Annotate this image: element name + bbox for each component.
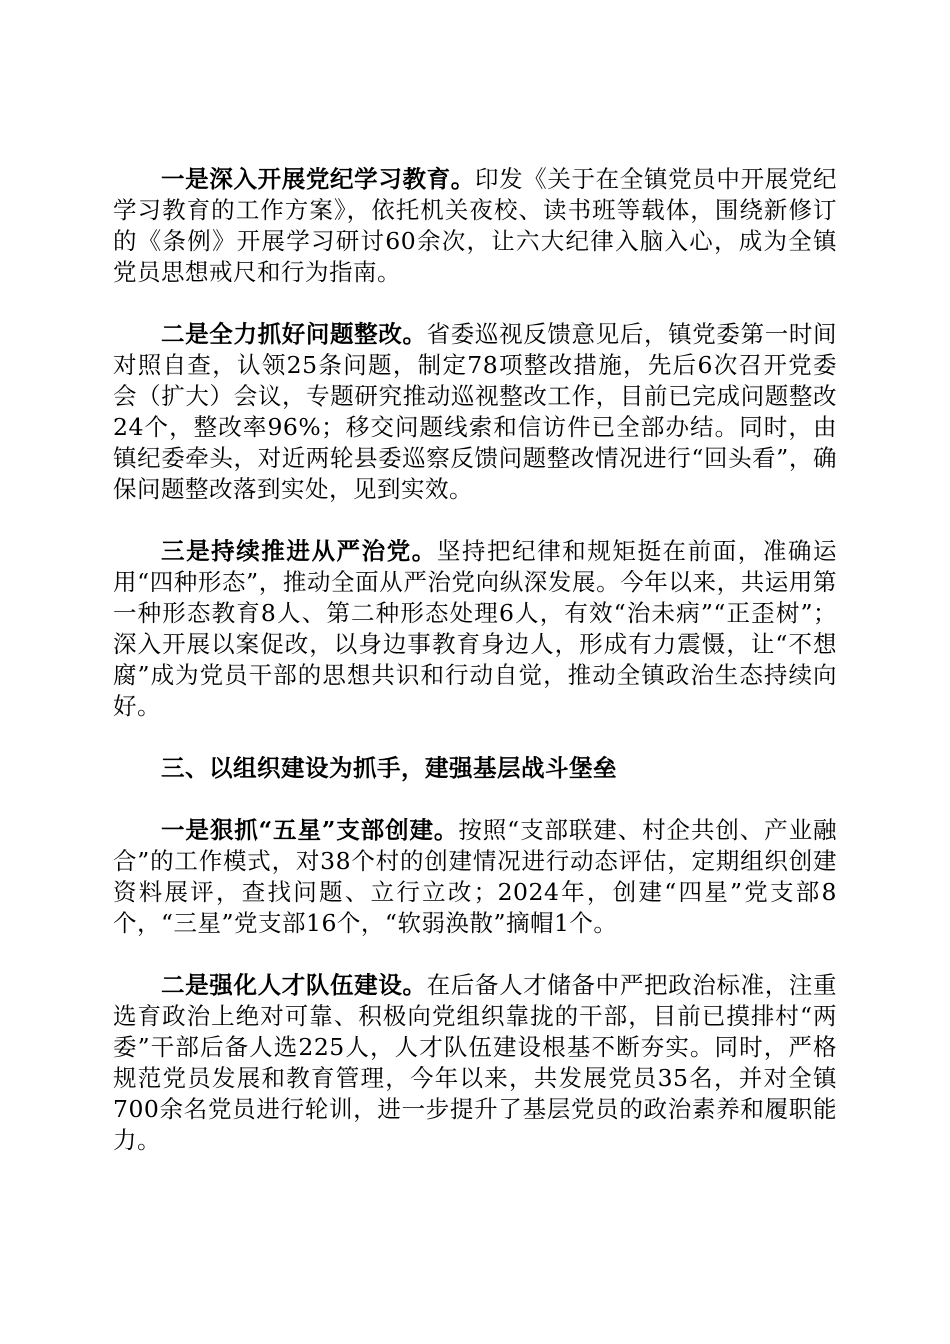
paragraph-strict-governance <box>113 536 837 722</box>
paragraph-lead: 三是持续推进从严治党。 <box>161 537 437 565</box>
paragraph-lead: 一是狠抓“五星”支部创建。 <box>161 816 459 844</box>
paragraph-party-discipline-education <box>113 164 837 288</box>
paragraph-body: 印发《关于在全镇党员中开展党纪学习教育的工作方案》，依托机关夜校、读书班等载体，围绕新修订的《条例》开展学习研讨60余次，让六大纪律入脑入心，成为全镇党员思想戒尺和行为指南。 <box>113 165 838 286</box>
section-heading: 三、以组织建设为抓手，建强基层战斗堡垒 <box>161 754 617 782</box>
paragraph-body: 坚持把纪律和规矩挺在前面，准确运用“四种形态”，推动全面从严治党向纵深发展。今年以来，共运用第一种形态教育8人、第二种形态处理6人，有效“治未病”“正歪树”；深入开展以案促改，以身边事教育身边人，形成有力震慑，让“不想腐”成为党员干部的思想共识和行动自觉，推动全镇政治生态持续向好。 <box>113 537 838 720</box>
paragraph-problem-rectification <box>113 319 837 505</box>
paragraph-lead: 二是全力抓好问题整改。 <box>161 320 427 348</box>
paragraph-lead: 二是强化人才队伍建设。 <box>161 971 427 999</box>
document-page <box>113 164 837 1156</box>
paragraph-body: 按照“支部联建、村企共创、产业融合”的工作模式，对38个村的创建情况进行动态评估，定期组织创建资料展评，查找问题、立行立改；2024年，创建“四星”党支部8个，“三星”党支部16个，“软弱涣散”摘帽1个。 <box>113 816 838 937</box>
paragraph-five-star-branch <box>113 815 837 939</box>
paragraph-body: 省委巡视反馈意见后，镇党委第一时间对照自查，认领25条问题，制定78项整改措施，先后6次召开党委会（扩大）会议，专题研究推动巡视整改工作，目前已完成问题整改24个，整改率96%；移交问题线索和信访件已全部办结。同时，由镇纪委牵头，对近两轮县委巡察反馈问题整改情况进行“回头看”，确保问题整改落到实处，见到实效。 <box>113 320 838 503</box>
paragraph-lead: 一是深入开展党纪学习教育。 <box>161 165 475 193</box>
paragraph-talent-team <box>113 970 837 1156</box>
paragraph-body: 在后备人才储备中严把政治标准，注重选育政治上绝对可靠、积极向党组织靠拢的干部，目前已摸排村“两委”干部后备人选225人，人才队伍建设根基不断夯实。同时，严格规范党员发展和教育管理，今年以来，共发展党员35名，并对全镇700余名党员进行轮训，进一步提升了基层党员的政治素养和履职能力。 <box>113 971 838 1154</box>
